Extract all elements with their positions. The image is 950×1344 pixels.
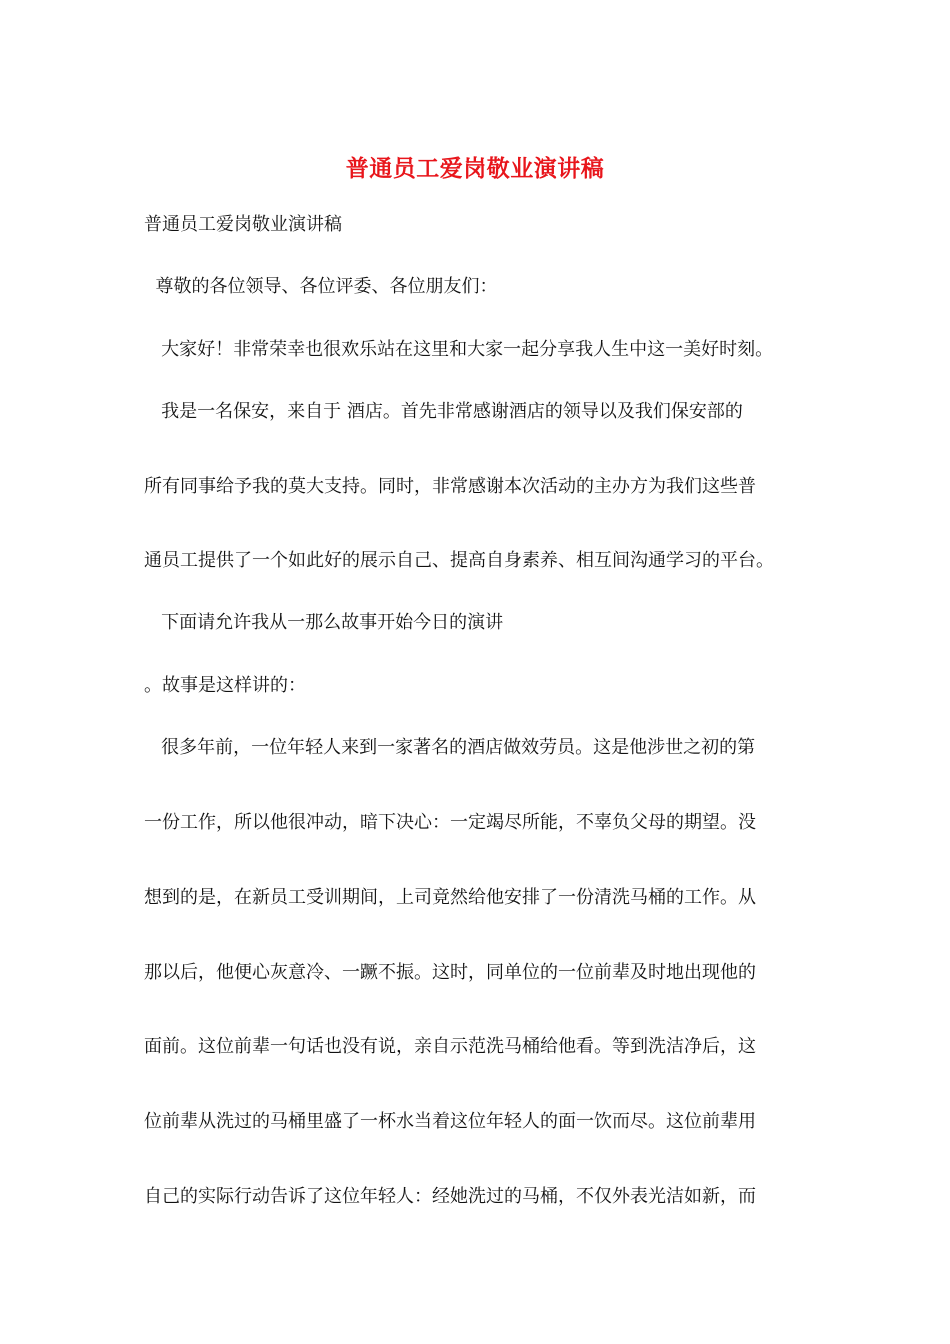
paragraph-line: 很多年前，一位年轻人来到一家著名的酒店做效劳员。这是他涉世之初的第	[144, 737, 756, 758]
paragraph-line: 。故事是这样讲的：	[144, 675, 306, 696]
paragraph-line: 自己的实际行动告诉了这位年轻人：经她洗过的马桶，不仅外表光洁如新，而	[144, 1186, 756, 1207]
paragraph-line: 下面请允许我从一那么故事开始今日的演讲	[144, 612, 504, 633]
paragraph-line: 通员工提供了一个如此好的展示自己、提高自身素养、相互间沟通学习的平台。	[144, 550, 774, 571]
paragraph-line: 一份工作，所以他很冲动，暗下决心：一定竭尽所能，不辜负父母的期望。没	[144, 812, 756, 833]
paragraph-line: 位前辈从洗过的马桶里盛了一杯水当着这位年轻人的面一饮而尽。这位前辈用	[144, 1111, 756, 1132]
document-title: 普通员工爱岗敬业演讲稿	[345, 155, 605, 182]
paragraph-line: 大家好！非常荣幸也很欢乐站在这里和大家一起分享我人生中这一美好时刻。	[144, 339, 774, 360]
paragraph-line: 普通员工爱岗敬业演讲稿	[144, 214, 342, 235]
paragraph-line: 面前。这位前辈一句话也没有说，亲自示范洗马桶给他看。等到洗洁净后，这	[144, 1036, 756, 1057]
paragraph-line: 尊敬的各位领导、各位评委、各位朋友们：	[144, 276, 498, 297]
paragraph-line: 那以后，他便心灰意冷、一蹶不振。这时，同单位的一位前辈及时地出现他的	[144, 962, 756, 983]
paragraph-line: 想到的是，在新员工受训期间，上司竟然给他安排了一份清洗马桶的工作。从	[144, 887, 756, 908]
paragraph-line: 我是一名保安，来自于 酒店。首先非常感谢酒店的领导以及我们保安部的	[144, 401, 743, 422]
paragraph-line: 所有同事给予我的莫大支持。同时，非常感谢本次活动的主办方为我们这些普	[144, 476, 756, 497]
